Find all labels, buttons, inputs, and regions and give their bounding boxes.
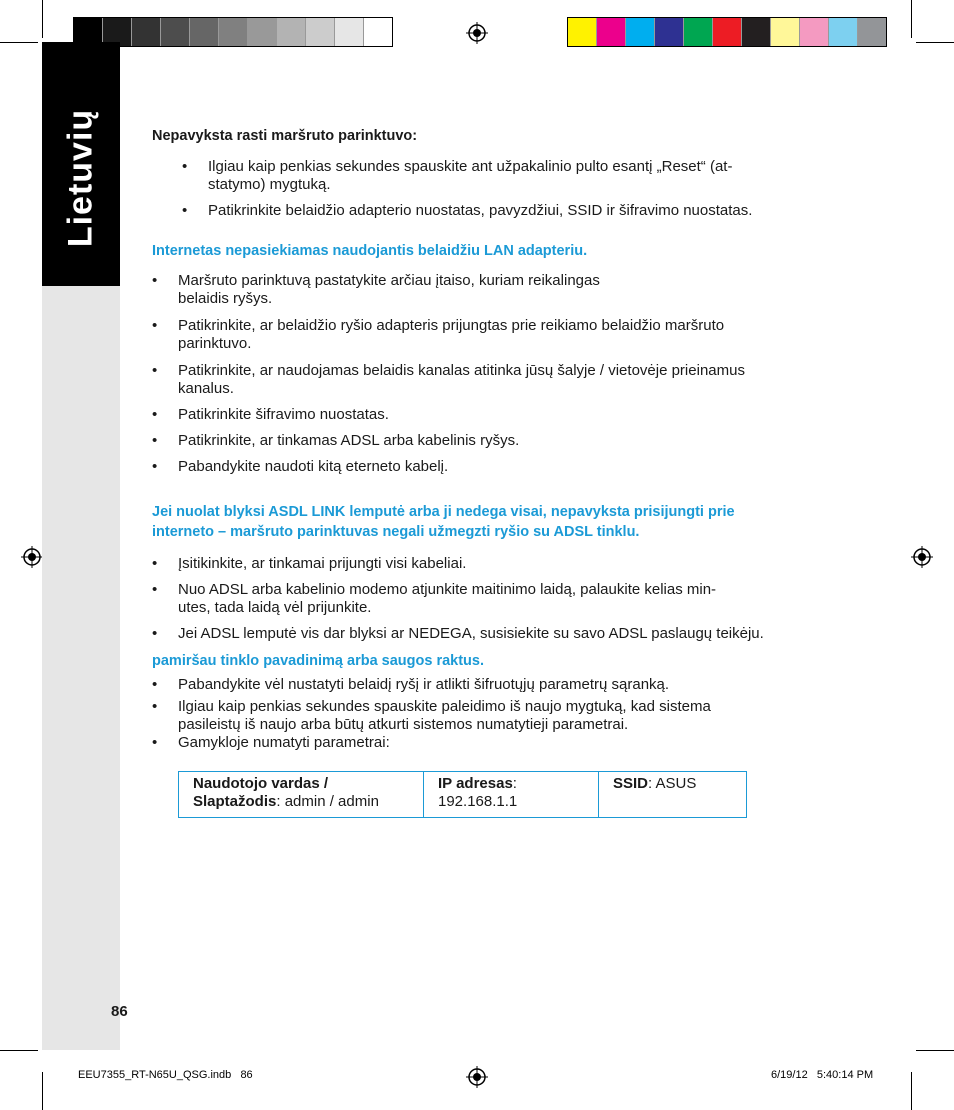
slug-date: 6/19/12 5:40:14 PM: [771, 1069, 874, 1081]
color-swatch: [568, 18, 597, 46]
list-item: [152, 698, 838, 734]
ip-cell: [424, 772, 599, 818]
section-heading: Nepavyksta rasti maršruto parinktuvo:: [152, 128, 418, 144]
list-item-text: Nuo ADSL arba kabelinio modemo atjunkite maitinimo laidą, palaukite kelias min-: [178, 581, 717, 598]
color-swatch: [655, 18, 684, 46]
list-item: [152, 555, 858, 573]
list-item: [152, 581, 858, 617]
bullet-icon: •: [152, 458, 158, 475]
color-swatch: [684, 18, 713, 46]
list-item-text: Maršruto parinktuvą pastatykite arčiau įtaiso, kuriam reikalingas: [178, 272, 600, 289]
color-swatch: [800, 18, 829, 46]
slug-file: EEU7355_RT-N65U_QSG.indb 86: [78, 1069, 253, 1081]
list-item-text: Jei ADSL lemputė vis dar blyksi ar NEDEGA, susisiekite su savo ADSL paslaugų teikėju.: [178, 625, 764, 642]
list-item: [152, 734, 838, 752]
crop-mark: [911, 0, 912, 38]
defaults-table: [178, 771, 747, 818]
ip-value: 192.168.1.1: [438, 793, 518, 810]
list-item-text: Įsitikinkite, ar tinkamai prijungti visi kabeliai.: [178, 555, 467, 572]
list-item: [152, 362, 838, 398]
list-item-text: Patikrinkite, ar naudojamas belaidis kanalas atitinka jūsų šalyje / vietovėje prieinamus: [178, 362, 745, 379]
list-item-text: Pabandykite naudoti kitą eterneto kabelį.: [178, 458, 449, 475]
list-item: [152, 272, 838, 308]
bullet-icon: •: [152, 698, 158, 715]
list-item: [152, 432, 838, 450]
list-item-text: Patikrinkite šifravimo nuostatas.: [178, 406, 389, 423]
crop-mark: [916, 42, 954, 43]
list-item-text: Patikrinkite, ar belaidžio ryšio adapteris prijungtas prie reikiamo belaidžio maršruto: [178, 317, 725, 334]
bullet-list: [152, 555, 858, 643]
color-swatch: [742, 18, 771, 46]
color-swatch: [771, 18, 800, 46]
bullet-icon: •: [152, 272, 158, 289]
bullet-list: [152, 272, 838, 476]
page-number: 86: [111, 1003, 128, 1020]
color-swatch: [306, 18, 335, 46]
list-item-text: Ilgiau kaip penkias sekundes spauskite ant užpakalinio pulto esantį „Reset“ (at-: [208, 158, 733, 175]
section-heading: pamiršau tinklo pavadinimą arba saugos raktus.: [152, 653, 484, 669]
list-item-text: Pabandykite vėl nustatyti belaidį ryšį ir atlikti šifruotųjų parametrų sąranką.: [178, 676, 670, 693]
color-swatch: [597, 18, 626, 46]
side-band: [42, 286, 120, 1050]
section-heading: Internetas nepasiekiamas naudojantis belaidžiu LAN adapteriu.: [152, 243, 588, 259]
list-item: [152, 406, 838, 424]
list-item-text: parinktuvo.: [178, 335, 252, 352]
list-item: [182, 158, 828, 194]
list-item: [152, 676, 838, 694]
table-row: [179, 772, 747, 818]
list-item-text: statymo) mygtuką.: [208, 176, 331, 193]
list-item: [152, 317, 838, 353]
credentials-value: : admin / admin: [276, 793, 379, 810]
color-swatch: [713, 18, 742, 46]
color-swatch: [335, 18, 364, 46]
bullet-icon: •: [152, 317, 158, 334]
list-item: [152, 625, 858, 643]
registration-mark-icon: [911, 546, 933, 568]
ssid-cell: [599, 772, 747, 818]
color-swatch: [248, 18, 277, 46]
color-swatch: [829, 18, 858, 46]
bullet-icon: •: [152, 581, 158, 598]
color-swatch: [277, 18, 306, 46]
username-label: Naudotojo vardas /: [193, 775, 329, 792]
bullet-icon: •: [152, 362, 158, 379]
crop-mark: [0, 42, 38, 43]
list-item: [182, 202, 828, 220]
crop-mark: [42, 0, 43, 38]
bullet-list: [152, 676, 838, 752]
registration-mark-icon: [466, 1066, 488, 1088]
color-swatch: [858, 18, 886, 46]
bullet-list: [182, 158, 828, 220]
list-item-text: Patikrinkite belaidžio adapterio nuostatas, pavyzdžiui, SSID ir šifravimo nuostatas.: [208, 202, 753, 219]
section-heading: [152, 502, 735, 542]
process-color-bar: [567, 17, 887, 47]
list-item-text: Ilgiau kaip penkias sekundes spauskite paleidimo iš naujo mygtuką, kad sistema: [178, 698, 711, 715]
crop-mark: [911, 1072, 912, 1110]
ssid-value: : ASUS: [648, 775, 697, 792]
credentials-cell: [179, 772, 424, 818]
list-item-text: pasileistų iš naujo arba būtų atkurti sistemos numatytieji parametrai.: [178, 716, 629, 733]
language-title: Lietuvių: [61, 108, 100, 248]
heading-line: Jei nuolat blyksi ASDL LINK lemputė arba ji nedega visai, nepavyksta prisijungti prie: [152, 504, 735, 520]
bullet-icon: •: [182, 202, 188, 219]
bullet-icon: •: [152, 676, 158, 693]
heading-line: interneto – maršruto parinktuvas negali užmegzti ryšio su ADSL tinklu.: [152, 524, 640, 540]
bullet-icon: •: [152, 734, 158, 751]
registration-mark-icon: [21, 546, 43, 568]
ip-colon: :: [512, 775, 517, 792]
bullet-icon: •: [152, 406, 158, 423]
bullet-icon: •: [152, 432, 158, 449]
ip-label: IP adresas: [438, 775, 513, 792]
color-swatch: [219, 18, 248, 46]
list-item-text: utes, tada laidą vėl prijunkite.: [178, 599, 372, 616]
grayscale-color-bar: [73, 17, 393, 47]
crop-mark: [916, 1050, 954, 1051]
color-swatch: [626, 18, 655, 46]
list-item-text: kanalus.: [178, 380, 234, 397]
color-swatch: [161, 18, 190, 46]
registration-mark-icon: [466, 22, 488, 44]
crop-mark: [0, 1050, 38, 1051]
password-label: Slaptažodis: [193, 793, 277, 810]
ssid-label: SSID: [613, 775, 649, 792]
crop-mark: [42, 1072, 43, 1110]
list-item: [152, 458, 838, 476]
color-swatch: [364, 18, 392, 46]
bullet-icon: •: [182, 158, 188, 175]
bullet-icon: •: [152, 555, 158, 572]
list-item-text: belaidis ryšys.: [178, 290, 273, 307]
list-item-text: Patikrinkite, ar tinkamas ADSL arba kabelinis ryšys.: [178, 432, 520, 449]
color-swatch: [132, 18, 161, 46]
color-swatch: [190, 18, 219, 46]
bullet-icon: •: [152, 625, 158, 642]
list-item-text: Gamykloje numatyti parametrai:: [178, 734, 390, 751]
